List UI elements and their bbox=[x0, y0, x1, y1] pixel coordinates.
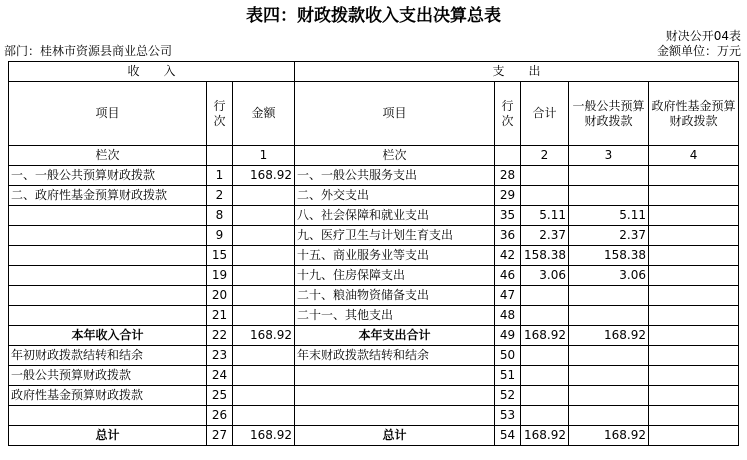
income-row-no: 24 bbox=[207, 366, 233, 386]
income-amount-header: 金额 bbox=[233, 82, 295, 146]
expense-total: 168.92 bbox=[521, 426, 569, 446]
table-row bbox=[9, 426, 739, 446]
income-row-no: 23 bbox=[207, 346, 233, 366]
expense-row-no-header: 行次 bbox=[495, 82, 521, 146]
income-row-no: 22 bbox=[207, 326, 233, 346]
gov-fund-index: 4 bbox=[649, 146, 739, 166]
expense-total: 2.37 bbox=[521, 226, 569, 246]
table-row bbox=[9, 346, 739, 366]
budget-table bbox=[8, 61, 739, 446]
income-row-no: 9 bbox=[207, 226, 233, 246]
expense-item: 二、外交支出 bbox=[295, 186, 495, 206]
expense-item: 十九、住房保障支出 bbox=[295, 266, 495, 286]
gov-fund-amount bbox=[649, 326, 739, 346]
table-row bbox=[9, 306, 739, 326]
expense-row-no: 50 bbox=[495, 346, 521, 366]
expense-row-no: 42 bbox=[495, 246, 521, 266]
expense-total bbox=[521, 286, 569, 306]
income-amount: 168.92 bbox=[233, 166, 295, 186]
expense-total bbox=[521, 366, 569, 386]
general-budget-amount: 3.06 bbox=[569, 266, 649, 286]
income-amount bbox=[233, 286, 295, 306]
table-row bbox=[9, 326, 739, 346]
income-amount: 168.92 bbox=[233, 326, 295, 346]
column-index-row bbox=[9, 146, 739, 166]
gov-fund-amount bbox=[649, 386, 739, 406]
expense-item: 年末财政拨款结转和结余 bbox=[295, 346, 495, 366]
income-row-no: 2 bbox=[207, 186, 233, 206]
general-budget-amount: 5.11 bbox=[569, 206, 649, 226]
general-budget-amount bbox=[569, 366, 649, 386]
expense-item: 八、社会保障和就业支出 bbox=[295, 206, 495, 226]
expense-item: 总计 bbox=[295, 426, 495, 446]
income-row-no: 1 bbox=[207, 166, 233, 186]
general-budget-amount: 2.37 bbox=[569, 226, 649, 246]
expense-row-no: 54 bbox=[495, 426, 521, 446]
income-item: 一、一般公共预算财政拨款 bbox=[9, 166, 207, 186]
income-item bbox=[9, 246, 207, 266]
income-amount bbox=[233, 306, 295, 326]
gov-fund-amount bbox=[649, 206, 739, 226]
income-item bbox=[9, 226, 207, 246]
gov-fund-amount bbox=[649, 226, 739, 246]
income-item: 年初财政拨款结转和结余 bbox=[9, 346, 207, 366]
expense-row-no: 47 bbox=[495, 286, 521, 306]
expense-row-no: 46 bbox=[495, 266, 521, 286]
income-amount bbox=[233, 366, 295, 386]
income-row-no: 25 bbox=[207, 386, 233, 406]
general-budget-amount bbox=[569, 186, 649, 206]
expense-item bbox=[295, 406, 495, 426]
expense-total-index: 2 bbox=[521, 146, 569, 166]
general-budget-amount bbox=[569, 306, 649, 326]
column-header-row bbox=[9, 82, 739, 146]
expense-row-no: 49 bbox=[495, 326, 521, 346]
expense-total: 5.11 bbox=[521, 206, 569, 226]
general-budget-index: 3 bbox=[569, 146, 649, 166]
income-row-no: 15 bbox=[207, 246, 233, 266]
general-budget-amount bbox=[569, 166, 649, 186]
income-item-header: 项目 bbox=[9, 82, 207, 146]
gov-fund-amount bbox=[649, 286, 739, 306]
income-amount bbox=[233, 266, 295, 286]
expense-row-no: 35 bbox=[495, 206, 521, 226]
income-col-index-label: 栏次 bbox=[9, 146, 207, 166]
income-group-header: 收 入 bbox=[9, 62, 295, 82]
general-budget-amount: 158.38 bbox=[569, 246, 649, 266]
general-budget-amount: 168.92 bbox=[569, 326, 649, 346]
gov-fund-amount bbox=[649, 406, 739, 426]
income-row-no: 21 bbox=[207, 306, 233, 326]
table-row bbox=[9, 386, 739, 406]
expense-item: 本年支出合计 bbox=[295, 326, 495, 346]
expense-row-no: 36 bbox=[495, 226, 521, 246]
expense-item: 十五、商业服务业等支出 bbox=[295, 246, 495, 266]
expense-row-no: 29 bbox=[495, 186, 521, 206]
general-budget-amount bbox=[569, 346, 649, 366]
income-item bbox=[9, 406, 207, 426]
expense-row-no: 28 bbox=[495, 166, 521, 186]
income-amount bbox=[233, 346, 295, 366]
income-amount bbox=[233, 246, 295, 266]
general-budget-amount: 168.92 bbox=[569, 426, 649, 446]
income-amount bbox=[233, 386, 295, 406]
income-row-no: 20 bbox=[207, 286, 233, 306]
table-row bbox=[9, 266, 739, 286]
expense-total-header: 合计 bbox=[521, 82, 569, 146]
income-item: 政府性基金预算财政拨款 bbox=[9, 386, 207, 406]
income-amount bbox=[233, 206, 295, 226]
income-item bbox=[9, 286, 207, 306]
general-budget-amount bbox=[569, 406, 649, 426]
income-item bbox=[9, 266, 207, 286]
income-row-no-header: 行次 bbox=[207, 82, 233, 146]
expense-item: 九、医疗卫生与计划生育支出 bbox=[295, 226, 495, 246]
expense-row-no: 53 bbox=[495, 406, 521, 426]
income-item bbox=[9, 306, 207, 326]
expense-total bbox=[521, 186, 569, 206]
unit-label: 金额单位：万元 bbox=[656, 44, 741, 58]
expense-item: 一、一般公共服务支出 bbox=[295, 166, 495, 186]
expense-total: 3.06 bbox=[521, 266, 569, 286]
table-row bbox=[9, 246, 739, 266]
income-item: 本年收入合计 bbox=[9, 326, 207, 346]
group-header-row bbox=[9, 62, 739, 82]
gov-fund-amount bbox=[649, 186, 739, 206]
expense-item: 二十、粮油物资储备支出 bbox=[295, 286, 495, 306]
general-budget-amount bbox=[569, 286, 649, 306]
income-row-no: 19 bbox=[207, 266, 233, 286]
expense-item bbox=[295, 386, 495, 406]
expense-group-header: 支 出 bbox=[295, 62, 739, 82]
department-label: 部门：桂林市资源县商业总公司 bbox=[4, 44, 173, 58]
income-item: 二、政府性基金预算财政拨款 bbox=[9, 186, 207, 206]
expense-row-no: 51 bbox=[495, 366, 521, 386]
income-amount: 168.92 bbox=[233, 426, 295, 446]
gov-fund-header: 政府性基金预算财政拨款 bbox=[649, 82, 739, 146]
income-row-no: 8 bbox=[207, 206, 233, 226]
expense-total bbox=[521, 166, 569, 186]
income-amount-index: 1 bbox=[233, 146, 295, 166]
gov-fund-amount bbox=[649, 366, 739, 386]
table-row bbox=[9, 166, 739, 186]
income-row-no: 27 bbox=[207, 426, 233, 446]
income-item bbox=[9, 206, 207, 226]
expense-item-header: 项目 bbox=[295, 82, 495, 146]
expense-row-no: 48 bbox=[495, 306, 521, 326]
table-row bbox=[9, 286, 739, 306]
income-row-no-index bbox=[207, 146, 233, 166]
expense-total bbox=[521, 386, 569, 406]
expense-total bbox=[521, 406, 569, 426]
expense-row-no-index bbox=[495, 146, 521, 166]
form-number: 财决公开04表 bbox=[665, 29, 741, 43]
general-budget-amount bbox=[569, 386, 649, 406]
expense-total: 158.38 bbox=[521, 246, 569, 266]
table-row bbox=[9, 206, 739, 226]
income-amount bbox=[233, 406, 295, 426]
income-item: 一般公共预算财政拨款 bbox=[9, 366, 207, 386]
table-row bbox=[9, 186, 739, 206]
expense-total bbox=[521, 346, 569, 366]
expense-col-index-label: 栏次 bbox=[295, 146, 495, 166]
gov-fund-amount bbox=[649, 306, 739, 326]
income-row-no: 26 bbox=[207, 406, 233, 426]
table-row bbox=[9, 226, 739, 246]
income-amount bbox=[233, 186, 295, 206]
income-amount bbox=[233, 226, 295, 246]
gov-fund-amount bbox=[649, 346, 739, 366]
page-title: 表四：财政拨款收入支出决算总表 bbox=[246, 6, 501, 26]
gov-fund-amount bbox=[649, 166, 739, 186]
gov-fund-amount bbox=[649, 246, 739, 266]
table-row bbox=[9, 366, 739, 386]
expense-total: 168.92 bbox=[521, 326, 569, 346]
table-row bbox=[9, 406, 739, 426]
expense-row-no: 52 bbox=[495, 386, 521, 406]
expense-total bbox=[521, 306, 569, 326]
general-budget-header: 一般公共预算财政拨款 bbox=[569, 82, 649, 146]
gov-fund-amount bbox=[649, 266, 739, 286]
income-item: 总计 bbox=[9, 426, 207, 446]
gov-fund-amount bbox=[649, 426, 739, 446]
expense-item: 二十一、其他支出 bbox=[295, 306, 495, 326]
expense-item bbox=[295, 366, 495, 386]
